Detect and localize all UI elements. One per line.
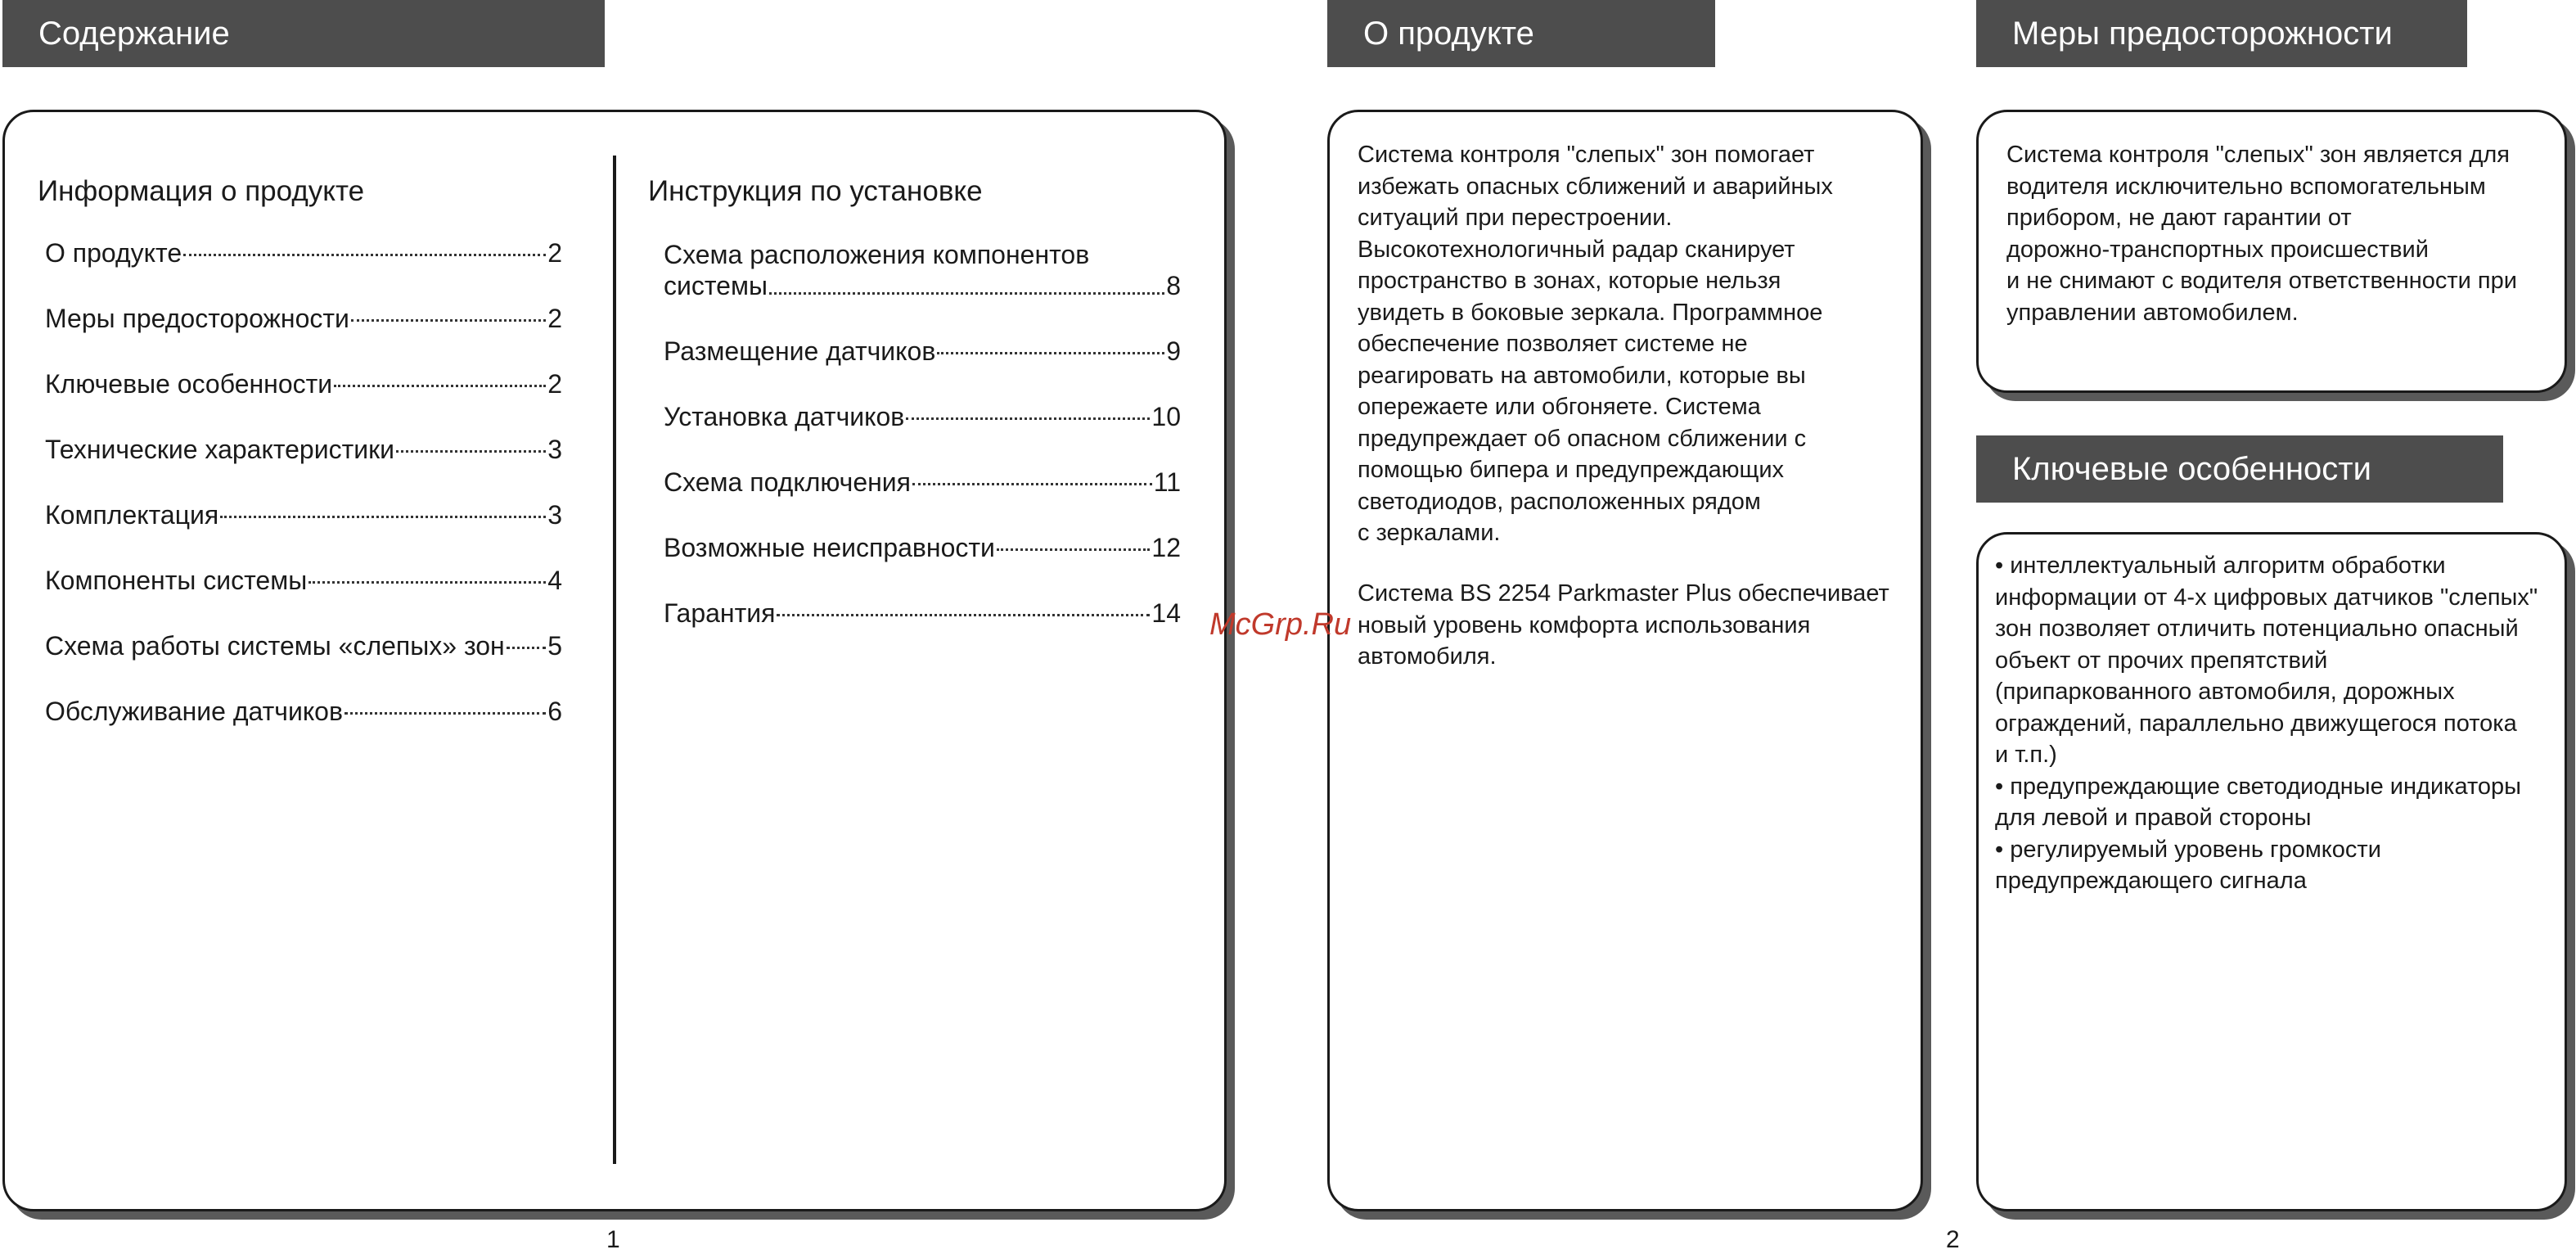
toc-label-line1: Схема расположения компонентов — [664, 240, 1090, 269]
about-header-text: О продукте — [1363, 16, 1534, 52]
precautions-text: Система контроля "слепых" зон является для водителя исключительно вспомогательным прибором, не дают гарантии от дорожно-транспортных происшествий и не снимают с водителя ответственности при управлении автомобилем. — [2006, 142, 2517, 326]
toc-label: системы — [664, 271, 768, 300]
toc-page: 11 — [1153, 467, 1181, 497]
toc-leader — [345, 712, 546, 715]
toc-leader — [906, 417, 1150, 420]
toc-label: Установка датчиков — [664, 402, 905, 431]
toc-label: Комплектация — [45, 500, 219, 530]
page-number-left: 1 — [606, 1226, 620, 1253]
toc-label: Возможные неисправности — [664, 533, 995, 562]
toc-row[interactable] — [45, 697, 562, 762]
toc-label: Компоненты системы — [45, 566, 308, 595]
toc-row[interactable] — [664, 402, 1181, 467]
toc-row[interactable] — [664, 271, 1181, 336]
about-paragraph-2: Система BS 2254 Parkmaster Plus обеспечивает новый уровень комфорта использования автомобиля. — [1358, 580, 1889, 670]
column-divider — [613, 156, 616, 1164]
toc-label: Технические характеристики — [45, 435, 394, 464]
toc-leader — [308, 581, 546, 584]
toc-label: О продукте — [45, 238, 182, 268]
toc-leader — [769, 292, 1164, 295]
watermark: McGrp.Ru — [1209, 607, 1352, 642]
toc-row[interactable] — [45, 500, 562, 566]
toc-row[interactable] — [664, 598, 1181, 664]
toc-page: 4 — [547, 566, 562, 595]
toc-row[interactable] — [45, 369, 562, 435]
toc-label: Размещение датчиков — [664, 336, 936, 366]
toc-label: Схема работы системы «слепых» зон — [45, 631, 505, 661]
contents-header-text: Содержание — [38, 16, 230, 52]
toc-row[interactable] — [664, 467, 1181, 533]
toc-page: 14 — [1151, 598, 1181, 628]
toc-page: 5 — [547, 631, 562, 661]
toc-row[interactable] — [45, 631, 562, 697]
product-info-title: Информация о продукте — [38, 175, 365, 207]
toc-page: 12 — [1151, 533, 1181, 562]
toc-installation — [664, 238, 1181, 664]
toc-leader — [997, 548, 1150, 551]
toc-row[interactable] — [45, 566, 562, 631]
features-text: • интеллектуальный алгоритм обработки информации от 4-х цифровых датчиков "слепых" зон позволяет отличить потенциально опасный объект от прочих препятствий (припаркованного автомобиля, дорожных ограждений, параллельно движущегося потока и т.п.) • предупреждающие светодиодные индикаторы для левой и правой стороны • регулируемый уровень громкости предупреждающего сигнала — [1995, 553, 2538, 894]
toc-leader — [396, 450, 546, 453]
toc-leader — [351, 319, 546, 322]
toc-row[interactable] — [45, 435, 562, 500]
toc-leader — [507, 647, 546, 649]
toc-label: Обслуживание датчиков — [45, 697, 343, 726]
precautions-header-text: Меры предосторожности — [2012, 16, 2393, 52]
toc-label: Схема подключения — [664, 467, 911, 497]
toc-leader — [220, 516, 546, 518]
toc-leader — [183, 254, 546, 256]
toc-label: Меры предосторожности — [45, 304, 349, 333]
features-header — [1976, 435, 2503, 503]
toc-leader — [937, 352, 1164, 354]
toc-label: Ключевые особенности — [45, 369, 333, 399]
toc-leader — [777, 614, 1150, 616]
features-header-text: Ключевые особенности — [2012, 451, 2371, 487]
toc-page: 9 — [1166, 336, 1181, 366]
toc-page: 6 — [547, 697, 562, 726]
about-paragraph-1: Система контроля "слепых" зон помогает избежать опасных сближений и аварийных ситуаций при перестроении. Высокотехнологичный радар сканирует пространство в зонах, которые нельзя увидеть в боковые зеркала. Программное обеспечение позволяет системе не реагировать на автомобили, которые вы опережаете или обгоняете. Система предупреждает об опасном сближении с помощью бипера и предупреждающих светодиодов, расположенных рядом с зеркалами. — [1358, 142, 1833, 546]
toc-leader — [334, 385, 546, 387]
about-header — [1327, 0, 1715, 67]
toc-page: 2 — [547, 369, 562, 399]
toc-page: 10 — [1151, 402, 1181, 431]
toc-page: 2 — [547, 304, 562, 333]
page-number-right: 2 — [1946, 1226, 1960, 1253]
installation-title: Инструкция по установке — [648, 175, 983, 207]
toc-label: Гарантия — [664, 598, 776, 628]
precautions-header — [1976, 0, 2467, 67]
toc-page: 2 — [547, 238, 562, 268]
toc-row[interactable] — [45, 238, 562, 304]
toc-page: 3 — [547, 435, 562, 464]
toc-row[interactable] — [45, 304, 562, 369]
toc-leader — [912, 483, 1152, 485]
toc-page: 3 — [547, 500, 562, 530]
toc-row[interactable] — [664, 533, 1181, 598]
toc-product-info — [45, 238, 562, 762]
contents-header — [2, 0, 605, 67]
toc-row[interactable] — [664, 336, 1181, 402]
toc-page: 8 — [1166, 271, 1181, 300]
